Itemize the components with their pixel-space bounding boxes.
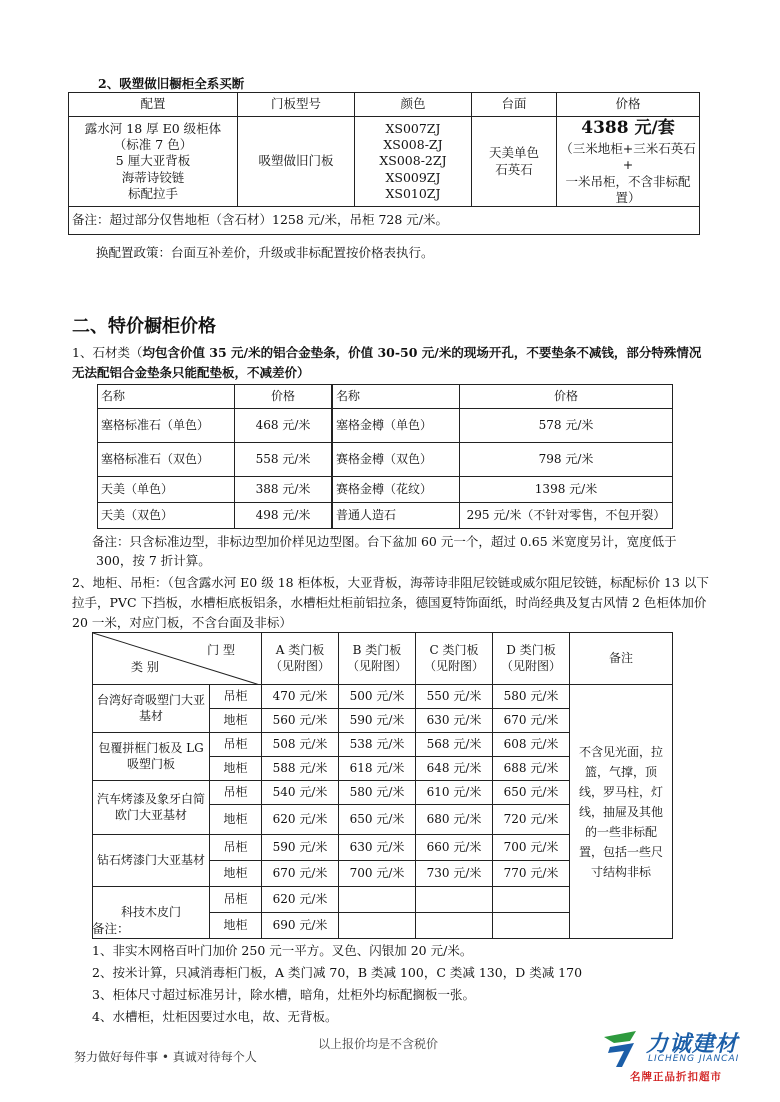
brand-pinyin: LICHENG JIANCAI — [648, 1054, 740, 1064]
config-line: 5 厘大亚背板 — [115, 153, 191, 169]
stone-header-name: 名称 — [332, 385, 460, 409]
stone-price: 295 元/米（不针对零售，不包开裂） — [460, 503, 673, 529]
tax-note: 以上报价均是不含税价 — [318, 1037, 439, 1051]
header-class-d: D 类门板（见附图） — [493, 633, 570, 685]
note-item: 2、按米计算，只减消毒柜门板，A 类门减 70，B 类减 100，C 类减 130，D 类减 170 — [92, 965, 583, 980]
price-d: 770 元/米 — [493, 861, 570, 887]
stone-intro-lead: 1、石材类（ — [72, 345, 143, 360]
stone-price: 578 元/米 — [460, 409, 673, 443]
price-c — [416, 887, 493, 913]
counter-line: 石英石 — [495, 161, 533, 177]
color-code: XS010ZJ — [385, 185, 441, 201]
price-b: 580 元/米 — [339, 781, 416, 805]
price-a: 560 元/米 — [262, 709, 339, 733]
config-line: 露水河 18 厚 E0 级柜体 — [84, 120, 222, 136]
price-note: 置） — [615, 189, 641, 205]
price-b: 630 元/米 — [339, 835, 416, 861]
note-item: 4、水槽柜，灶柜因要过水电，故、无背板。 — [92, 1009, 338, 1024]
config-cell — [69, 117, 238, 207]
header-price: 价格 — [557, 93, 700, 117]
price-d: 720 元/米 — [493, 805, 570, 835]
price-d: 670 元/米 — [493, 709, 570, 733]
color-code: XS009ZJ — [385, 169, 441, 185]
cabinet-type: 吊柜 — [210, 733, 262, 757]
price-cell — [557, 117, 700, 207]
header-class-c: C 类门板（见附图） — [416, 633, 493, 685]
price-c: 730 元/米 — [416, 861, 493, 887]
cabinet-remark: 不含见光面，拉篮，气撑，顶线，罗马柱，灯线，抽屉及其他的一些非标配置，包括一些尺寸结构非标 — [570, 685, 673, 939]
header-class-a: A 类门板（见附图） — [262, 633, 339, 685]
price-b: 700 元/米 — [339, 861, 416, 887]
category-name: 台湾好奇吸塑门大亚基材 — [93, 685, 210, 733]
footer-slogan: 努力做好每件事 • 真诚对待每个人 — [74, 1050, 257, 1064]
counter-line: 天美单色 — [488, 145, 539, 161]
config-line: （标准 7 色） — [113, 137, 193, 153]
stone-name: 天美（单色） — [98, 477, 235, 503]
cabinet-type: 吊柜 — [210, 835, 262, 861]
price-d: 688 元/米 — [493, 757, 570, 781]
stone-header-price: 价格 — [460, 385, 673, 409]
price-b: 590 元/米 — [339, 709, 416, 733]
cabinet-type: 地柜 — [210, 757, 262, 781]
stone-header-price: 价格 — [235, 385, 333, 409]
cabinet-type: 地柜 — [210, 913, 262, 939]
category-name: 汽车烤漆及象牙白简欧门大亚基材 — [93, 781, 210, 835]
price-d: 608 元/米 — [493, 733, 570, 757]
price-main: 4388 元/套 — [581, 118, 675, 138]
stone-name: 塞格标准石（双色） — [98, 443, 235, 477]
price-a: 670 元/米 — [262, 861, 339, 887]
color-code: XS007ZJ — [385, 120, 441, 136]
price-b: 650 元/米 — [339, 805, 416, 835]
cabinet-type: 吊柜 — [210, 685, 262, 709]
cabinet-type: 地柜 — [210, 805, 262, 835]
price-a: 588 元/米 — [262, 757, 339, 781]
stone-price: 468 元/米 — [235, 409, 333, 443]
price-a: 508 元/米 — [262, 733, 339, 757]
price-c: 550 元/米 — [416, 685, 493, 709]
stone-price: 558 元/米 — [235, 443, 333, 477]
brand-name: 力诚建材 — [646, 1032, 739, 1057]
price-c: 568 元/米 — [416, 733, 493, 757]
notes-title: 备注： — [92, 921, 130, 936]
cabinet-table — [92, 632, 673, 939]
corner-top-label: 门 型 — [207, 643, 235, 657]
cabinet-type: 吊柜 — [210, 781, 262, 805]
price-a: 470 元/米 — [262, 685, 339, 709]
stone-price: 498 元/米 — [235, 503, 333, 529]
category-name: 钻石烤漆门大亚基材 — [93, 835, 210, 887]
price-b: 538 元/米 — [339, 733, 416, 757]
price-c: 680 元/米 — [416, 805, 493, 835]
stone-name: 塞格标准石（单色） — [98, 409, 235, 443]
price-c: 610 元/米 — [416, 781, 493, 805]
category-name: 包覆拼框门板及 LG 吸塑门板 — [93, 733, 210, 781]
corner-cell — [93, 633, 262, 685]
corner-diagonal — [93, 633, 260, 685]
note-item: 3、柜体尺寸超过标准另计，除水槽，暗角，灶柜外均标配搁板一张。 — [92, 987, 475, 1002]
door-cell: 吸塑做旧门板 — [238, 117, 355, 207]
logo-mark-icon — [600, 1027, 642, 1069]
price-d: 580 元/米 — [493, 685, 570, 709]
price-a: 620 元/米 — [262, 805, 339, 835]
price-d: 700 元/米 — [493, 835, 570, 861]
stone-price: 388 元/米 — [235, 477, 333, 503]
color-code: XS008-ZJ — [383, 137, 443, 153]
price-d — [493, 887, 570, 913]
cabinet-intro: 2、地柜、吊柜：（包含露水河 E0 级 18 柜体板，大亚背板，海蒂诗非阻尼铰链或威尔阻尼铰链，标配标价 13 以下拉手，PVC 下挡板，水槽柜底板铝条，水槽柜灶柜前铝拉条，德国夏特饰面纸，时尚经典及复古风情 2 色柜体加价 20 一米，对应门板，不含台面及非标） — [72, 575, 709, 630]
price-c: 648 元/米 — [416, 757, 493, 781]
stone-header-name: 名称 — [98, 385, 235, 409]
policy-text: 换配置政策：台面互补差价，升级或非标配置按价格表执行。 — [96, 245, 434, 260]
header-door: 门板型号 — [238, 93, 355, 117]
stone-intro-bold: 均包含价值 35 元/米的铝合金垫条，价值 30-50 元/米的现场开孔，不要垫条不减钱，部分特殊情况无法配铝合金垫条只能配垫板，不减差价） — [72, 345, 702, 380]
stone-name: 赛格金樽（花纹） — [332, 477, 460, 503]
config-line: 标配拉手 — [127, 185, 178, 201]
corner-bottom-label: 类 别 — [131, 660, 159, 675]
price-b — [339, 887, 416, 913]
note-item: 1、非实木网格百叶门加价 250 元一平方。叉色、闪银加 20 元/米。 — [92, 943, 473, 958]
price-a: 540 元/米 — [262, 781, 339, 805]
price-b: 500 元/米 — [339, 685, 416, 709]
stone-name: 赛格金樽（双色） — [332, 443, 460, 477]
price-d: 650 元/米 — [493, 781, 570, 805]
notes-block — [92, 918, 582, 1028]
header-class-b: B 类门板（见附图） — [339, 633, 416, 685]
section1-title: 2、吸塑做旧橱柜全系买断 — [98, 76, 245, 91]
remark-cell: 备注：超过部分仅售地柜（含石材）1258 元/米，吊柜 728 元/米。 — [69, 207, 700, 235]
config-price-table — [68, 92, 700, 235]
stone-table — [97, 384, 673, 529]
section2-heading: 二、特价橱柜价格 — [72, 316, 216, 337]
cabinet-type: 吊柜 — [210, 887, 262, 913]
color-cell — [355, 117, 472, 207]
stone-price: 1398 元/米 — [460, 477, 673, 503]
stone-note: 备注：只含标准边型，非标边型加价样见边型图。台下盆加 60 元一个，超过 0.65 米宽度另计，宽度低于 300，按 7 折计算。 — [92, 534, 677, 568]
cabinet-type: 地柜 — [210, 709, 262, 733]
price-note: 一米吊柜，不含非标配 — [565, 173, 691, 189]
header-color: 颜色 — [355, 93, 472, 117]
cabinet-type: 地柜 — [210, 861, 262, 887]
header-remark: 备注 — [570, 633, 673, 685]
brand-logo — [600, 1025, 780, 1085]
color-code: XS008-2ZJ — [379, 153, 447, 169]
counter-cell — [472, 117, 557, 207]
price-b: 618 元/米 — [339, 757, 416, 781]
price-a: 590 元/米 — [262, 835, 339, 861]
stone-name: 天美（双色） — [98, 503, 235, 529]
category-name: 科技木皮门 — [93, 887, 210, 939]
price-note: （三米地柜+三米石英石+ — [560, 141, 696, 173]
price-c: 630 元/米 — [416, 709, 493, 733]
price-a: 620 元/米 — [262, 887, 339, 913]
config-line: 海蒂诗铰链 — [121, 169, 185, 185]
brand-tagline: 名牌正品折扣超市 — [630, 1071, 722, 1083]
stone-name: 塞格金樽（单色） — [332, 409, 460, 443]
stone-price: 798 元/米 — [460, 443, 673, 477]
price-a: 690 元/米 — [262, 913, 339, 939]
header-config: 配置 — [69, 93, 238, 117]
stone-intro — [72, 343, 712, 383]
header-counter: 台面 — [472, 93, 557, 117]
price-c: 660 元/米 — [416, 835, 493, 861]
stone-name: 普通人造石 — [332, 503, 460, 529]
